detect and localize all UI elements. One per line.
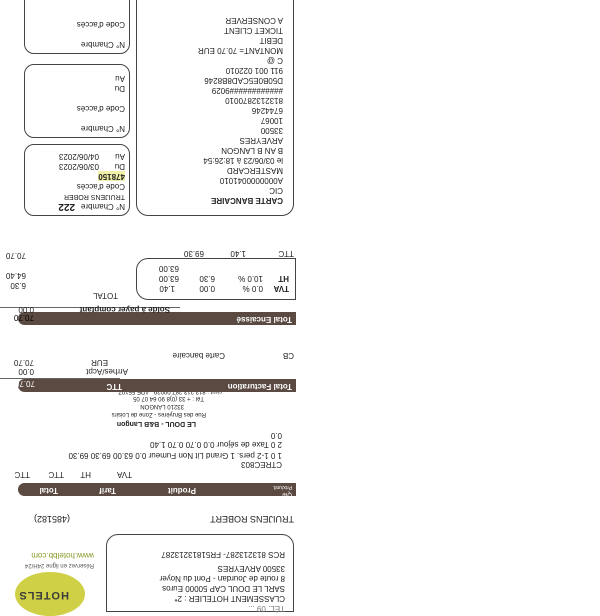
card-line: A0000000041010 [219,176,283,185]
facturation-ttc: TTC [106,382,122,391]
product-line: 2 0 Taxe de séjour 0.0 0.70 0.70 1.40 [150,440,282,449]
tva-summary-box [136,258,296,300]
room-code-label: Code d'accès [76,20,125,29]
ttc-label: TTC [278,249,294,258]
room-guest: TRUIJENS ROBER [63,193,125,200]
col-tarif: Tarif [99,486,116,495]
tva-total-label: TOTAL [92,291,118,300]
tva-right-value: 6.30 [10,281,26,290]
card-line: MONTANT= 70.70 EUR [198,46,283,55]
room-au: 04/06/2023 [58,152,99,161]
card-line: CIC [269,186,283,195]
col-produit: Produit [168,486,196,495]
card-line: C @ [266,56,283,65]
cb-label: Carte bancaire [172,351,225,360]
tva-right-value: 64.40 [5,271,26,280]
guest-name: TRUIJENS ROBERT [210,514,294,524]
room-au-label: Au [115,152,125,161]
card-line: 10067 [260,116,283,125]
room-number: 222 [58,201,75,212]
solde-value: 0.00 [18,305,34,314]
card-line: B AN B LANGON [221,146,283,155]
hotel-address-line: 33500 ARVEYRES [217,564,285,573]
facturation-bar [18,379,296,392]
card-line: 911 001 022010 [225,66,283,75]
total-value: 70.70 [13,358,34,367]
card-line: 8132132870010 [225,96,283,105]
encaisse-value: 70.70 [13,313,34,322]
col-tva: TVA [117,470,132,479]
col-ttc: TTC [14,470,30,479]
tva-ttc: 63.00 [158,274,179,283]
card-ticket-box [136,0,294,216]
establishment-line: Rue des Bruyères - Zone de Loisirs [111,411,206,417]
tva-ht: 0.00 [199,284,215,293]
guest-ref: (485182) [33,514,70,524]
col-ht: HT [80,470,91,479]
col-ttc: TTC [48,470,64,479]
room-box [24,0,130,54]
tva-right-value: 70.70 [5,251,26,260]
room-code-label: Code d'accès [76,182,125,191]
card-line: CARTE BANCAIRE [211,196,283,205]
ttc-value: 69.30 [183,249,204,258]
card-line: D50B0E5CAD8B8246 [204,76,283,85]
room-au-label: Au [115,74,125,83]
establishment-line: LE DOUL - B&B Langon [116,420,196,427]
tva-ttc: 1.40 [159,284,175,293]
room-chambre-label: N° Chambre [80,202,125,211]
card-line: MASTERCARD [226,166,283,175]
tva-rate: 0.0 % [242,284,263,293]
tva-label: TVA [273,284,289,293]
facturation-title: Total Facturation [227,382,292,391]
ht-label: HT [278,274,289,283]
establishment-line: 33210 LANGON [140,403,184,409]
card-line: ARVEYRES [239,136,283,145]
card-line: A CONSERVER [225,16,283,25]
hotel-address-line: RCS 813213287- FR51813213287 [161,550,285,559]
product-line: 0.0 [270,431,282,440]
room-du: 03/06/2023 [58,162,99,171]
hotel-partial-top: TÉL. 09 ... [248,604,285,613]
col-total: Total [39,486,58,495]
products-header-bar [18,483,296,496]
room-du-label: Du [114,162,125,171]
col-prix: Prix/unit. [272,484,292,490]
hotel-address-line: SARL LE DOUL CAP 50000 Euros [162,584,285,593]
col-qte: Qté [282,491,292,497]
room-du-label: Du [114,84,125,93]
hotel-website: www.hotelbb.com [31,551,94,560]
product-line: 1 0 1-2 pers. 1 Grand Lit Non Fumeur 0.0 63.00 69.30 69.30 [68,451,282,460]
card-line: TICKET CLIENT [224,26,283,35]
room-code: 478150 [98,172,125,181]
tva-sum-ttc: 63.00 [158,264,179,273]
product-code: CTREC803 [241,460,282,469]
facturation-total: 70.70 [14,379,35,388]
card-line: ############9029 [211,86,283,95]
hotel-logo [15,572,85,616]
room-code-label: Code d'accès [76,104,125,113]
tva-rate: 10.0 % [238,274,263,283]
hotel-address-line: CLASSEMENT HOTELIER : 2* [174,594,285,603]
solde-label: Solde à payer comptant [79,305,170,314]
arrhes-value: 0.00 [18,367,34,376]
cb-code: CB [282,351,294,360]
arrhes-currency: EUR [91,358,108,367]
room-box [24,144,130,216]
hotel-booking-note: Réservez en ligne 24H/24 [24,562,94,568]
card-line: le 03/06/23 à 18:26:54 [203,156,283,165]
hotel-address-line: 8 route de Jourdan - Pont du Noyer [159,574,285,583]
ttc-value: 1.40 [230,249,246,258]
card-line: DEBIT [259,36,283,45]
arrhes-label: Arrhes/Acpt [86,367,128,376]
hotel-header-box [106,534,294,612]
room-box [24,64,130,138]
encaisse-title: Total Encaissé [236,315,292,324]
card-line: 6744246 [251,106,283,115]
hotel-logo-text: HOTELS [18,589,69,601]
room-chambre-label: N° Chambre [80,40,125,49]
establishment-line: Tél : + 33 (0)8 90 64 07 05 [133,395,204,401]
room-chambre-label: N° Chambre [80,124,125,133]
tva-ht: 6.30 [199,274,215,283]
card-line: 33500 [260,126,283,135]
